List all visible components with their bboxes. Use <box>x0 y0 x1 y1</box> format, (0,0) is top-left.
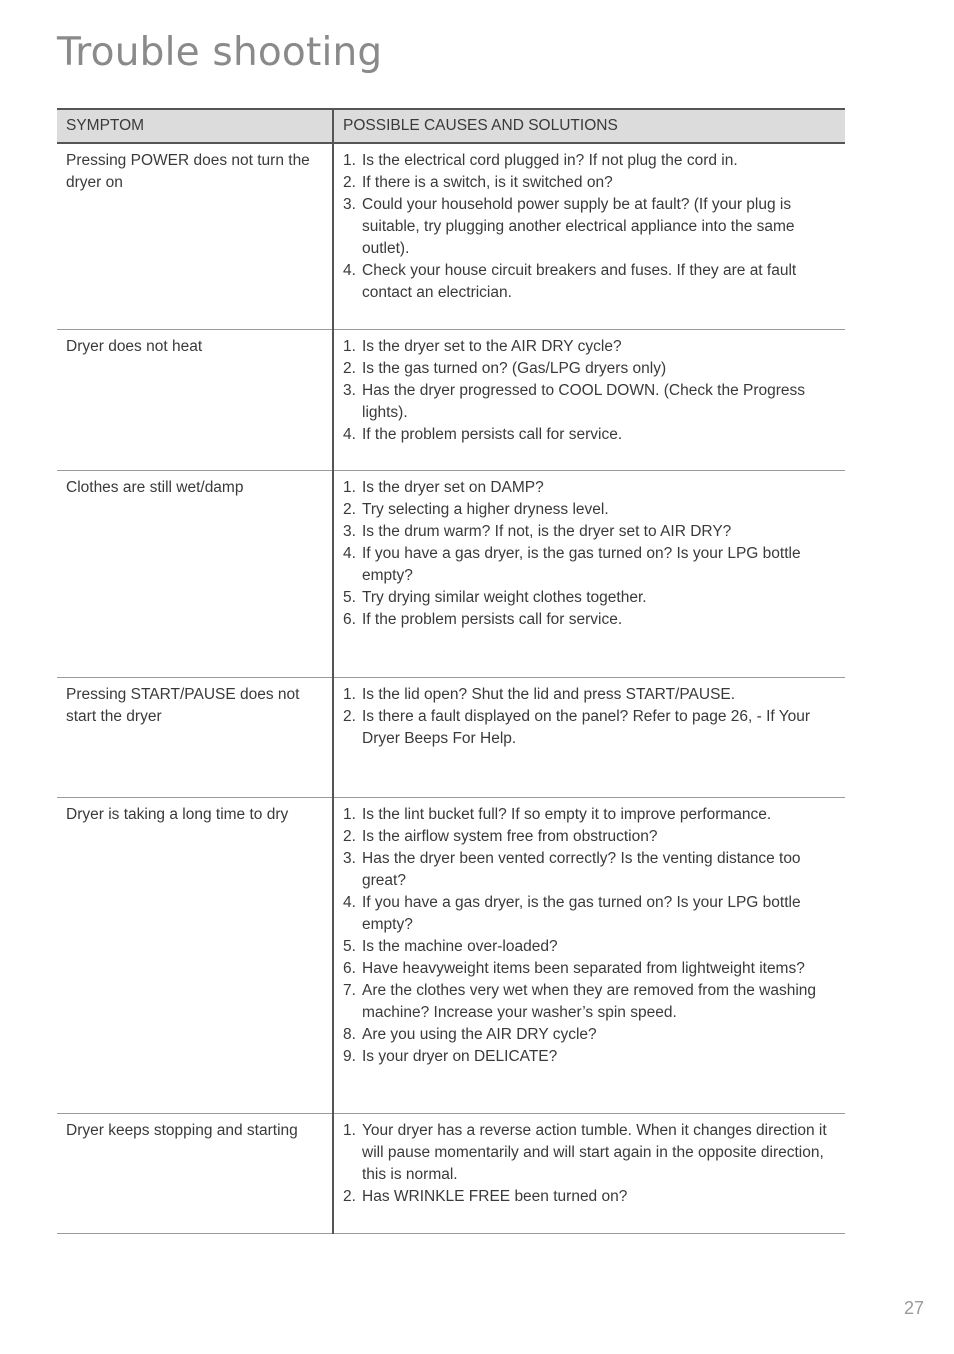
solution-item <box>343 336 836 358</box>
solution-item <box>343 684 836 706</box>
solution-text: Is the drum warm? If not, is the dryer set to AIR DRY? <box>362 522 732 540</box>
solution-item <box>343 358 836 380</box>
solutions-cell <box>333 329 845 470</box>
solution-text: Is the machine over-loaded? <box>362 937 558 955</box>
solution-number: 1. <box>343 478 356 496</box>
solutions-cell <box>333 143 845 329</box>
solution-number: 4. <box>343 893 356 911</box>
solution-item <box>343 1046 836 1068</box>
symptom-cell: Dryer keeps stopping and starting <box>57 1113 333 1233</box>
solution-item <box>343 706 836 750</box>
solution-number: 3. <box>343 381 356 399</box>
solutions-list <box>343 804 836 1068</box>
solution-text: Is there a fault displayed on the panel? Refer to page 26, - If Your Dryer Beeps For Help. <box>362 707 811 747</box>
table-row <box>57 677 845 797</box>
solution-item <box>343 587 836 609</box>
solutions-cell <box>333 1113 845 1233</box>
solution-item <box>343 477 836 499</box>
solution-item <box>343 380 836 424</box>
solutions-list <box>343 150 836 304</box>
solution-item <box>343 172 836 194</box>
solution-text: If you have a gas dryer, is the gas turned on? Is your LPG bottle empty? <box>362 544 801 584</box>
solution-text: Are the clothes very wet when they are removed from the washing machine? Increase your washer’s spin speed. <box>362 981 817 1021</box>
solution-number: 2. <box>343 174 356 191</box>
solution-number: 1. <box>343 805 356 823</box>
solution-item <box>343 1120 836 1186</box>
solution-text: Could your household power supply be at fault? (If your plug is suitable, try plugging another electrical appliance into the same outlet). <box>362 196 795 257</box>
symptom-cell: Clothes are still wet/damp <box>57 470 333 677</box>
solution-number: 3. <box>343 849 356 867</box>
symptom-cell: Pressing POWER does not turn the dryer on <box>57 143 333 329</box>
solution-text: Try drying similar weight clothes together. <box>362 588 647 606</box>
table-row <box>57 329 845 470</box>
table-header-row <box>57 109 845 143</box>
solution-number: 8. <box>343 1025 356 1043</box>
solution-item <box>343 804 836 826</box>
solution-text: Are you using the AIR DRY cycle? <box>362 1025 597 1043</box>
solution-item <box>343 609 836 631</box>
solution-number: 1. <box>343 337 356 355</box>
solutions-cell <box>333 797 845 1113</box>
solution-text: Is the electrical cord plugged in? If not plug the cord in. <box>362 152 738 169</box>
solution-item <box>343 424 836 446</box>
solutions-cell <box>333 677 845 797</box>
solution-text: Have heavyweight items been separated from lightweight items? <box>362 959 805 977</box>
solutions-list <box>343 1120 836 1208</box>
solution-number: 5. <box>343 588 356 606</box>
solution-item <box>343 826 836 848</box>
symptom-cell: Dryer is taking a long time to dry <box>57 797 333 1113</box>
solution-item <box>343 1024 836 1046</box>
solution-item <box>343 958 836 980</box>
solution-item <box>343 936 836 958</box>
solution-number: 2. <box>343 1187 356 1205</box>
page-number: 27 <box>903 1298 924 1318</box>
solution-text: Your dryer has a reverse action tumble. When it changes direction it will pause momentarily and will start again in the opposite direction, this is normal. <box>362 1121 827 1183</box>
solution-text: Is the airflow system free from obstruction? <box>362 827 658 845</box>
solution-number: 4. <box>343 544 356 562</box>
solution-number: 2. <box>343 359 356 377</box>
solution-item <box>343 1186 836 1208</box>
solution-text: Check your house circuit breakers and fuses. If they are at fault contact an electrician. <box>362 262 797 301</box>
solution-number: 2. <box>343 827 356 845</box>
solution-text: Has the dryer been vented correctly? Is the venting distance too great? <box>362 849 801 889</box>
solution-number: 2. <box>343 707 356 725</box>
solution-number: 7. <box>343 981 356 999</box>
solution-text: Is the lid open? Shut the lid and press START/PAUSE. <box>362 685 736 703</box>
solution-item <box>343 150 836 172</box>
solution-text: If you have a gas dryer, is the gas turned on? Is your LPG bottle empty? <box>362 893 801 933</box>
solution-number: 6. <box>343 610 356 628</box>
solution-item <box>343 521 836 543</box>
table-row <box>57 470 845 677</box>
solution-number: 9. <box>343 1047 356 1065</box>
solution-text: Is the dryer set to the AIR DRY cycle? <box>362 337 622 355</box>
solution-text: If there is a switch, is it switched on? <box>362 174 613 191</box>
troubleshooting-table <box>57 108 845 1234</box>
solution-text: Is the gas turned on? (Gas/LPG dryers only) <box>362 359 667 377</box>
symptom-cell: Pressing START/PAUSE does not start the dryer <box>57 677 333 797</box>
solution-number: 2. <box>343 500 356 518</box>
table-row <box>57 143 845 329</box>
solution-item <box>343 848 836 892</box>
solution-number: 6. <box>343 959 356 977</box>
page-title: Trouble shooting <box>57 30 383 75</box>
table-row <box>57 797 845 1113</box>
solution-number: 3. <box>343 196 356 213</box>
solution-number: 1. <box>343 1121 356 1139</box>
solution-text: Is the dryer set on DAMP? <box>362 478 544 496</box>
solution-text: Is your dryer on DELICATE? <box>362 1047 558 1065</box>
solutions-list <box>343 684 836 750</box>
table-row <box>57 1113 845 1233</box>
symptom-cell: Dryer does not heat <box>57 329 333 470</box>
solution-number: 5. <box>343 937 356 955</box>
solutions-list <box>343 477 836 631</box>
solution-text: Try selecting a higher dryness level. <box>362 500 609 518</box>
solution-number: 4. <box>343 262 356 279</box>
solution-item <box>343 194 836 260</box>
solution-text: If the problem persists call for service. <box>362 610 623 628</box>
solutions-list <box>343 336 836 446</box>
solution-text: If the problem persists call for service. <box>362 425 623 443</box>
solution-number: 3. <box>343 522 356 540</box>
table-body <box>57 143 845 1233</box>
causes-column-header: POSSIBLE CAUSES AND SOLUTIONS <box>333 109 845 143</box>
solution-item <box>343 260 836 304</box>
solution-text: Has WRINKLE FREE been turned on? <box>362 1187 628 1205</box>
solution-item <box>343 543 836 587</box>
solution-item <box>343 892 836 936</box>
solution-text: Has the dryer progressed to COOL DOWN. (Check the Progress lights). <box>362 381 806 421</box>
solution-text: Is the lint bucket full? If so empty it to improve performance. <box>362 805 772 823</box>
solution-number: 1. <box>343 685 356 703</box>
solution-item <box>343 499 836 521</box>
solution-number: 1. <box>343 152 356 169</box>
solution-number: 4. <box>343 425 356 443</box>
symptom-column-header: SYMPTOM <box>57 109 333 143</box>
solution-item <box>343 980 836 1024</box>
solutions-cell <box>333 470 845 677</box>
